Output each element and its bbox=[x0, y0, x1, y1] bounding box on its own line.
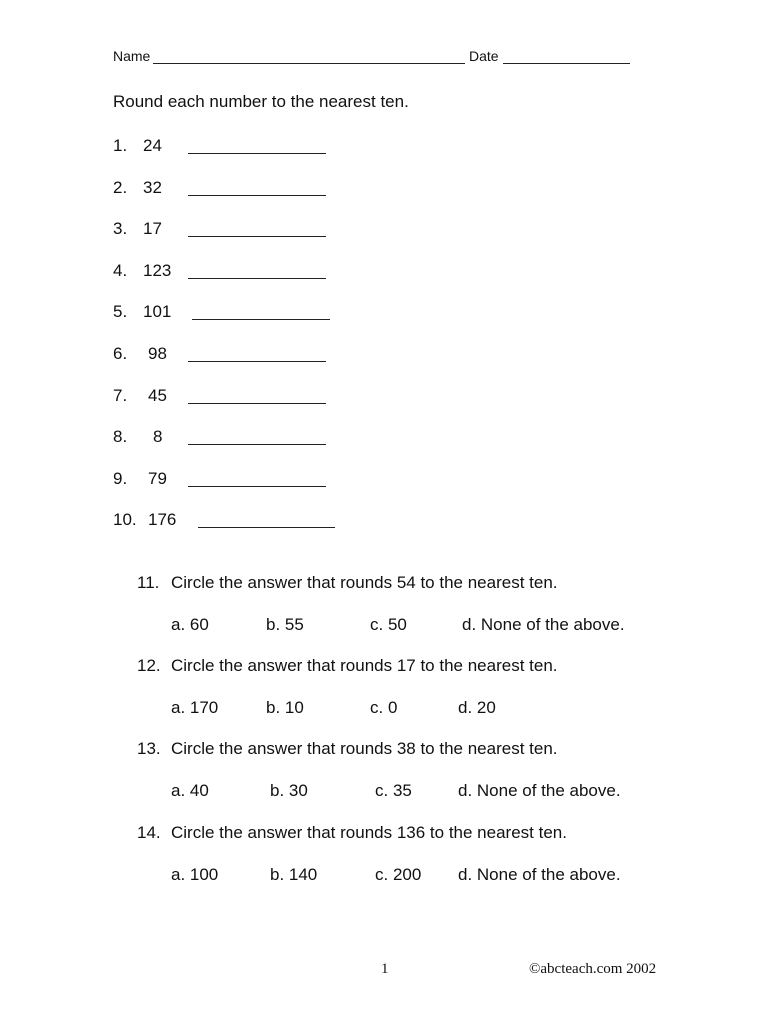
answer-option-b[interactable]: b. 10 bbox=[266, 698, 304, 717]
answer-blank[interactable] bbox=[188, 403, 326, 404]
item-number: 6. bbox=[113, 344, 128, 363]
item-number: 5. bbox=[113, 302, 128, 321]
answer-blank[interactable] bbox=[198, 527, 335, 528]
answer-option-d[interactable]: d. None of the above. bbox=[458, 865, 621, 884]
answer-blank[interactable] bbox=[188, 486, 326, 487]
answer-option-a[interactable]: a. 100 bbox=[171, 865, 219, 884]
date-field[interactable] bbox=[503, 63, 630, 64]
item-value: 176 bbox=[148, 510, 177, 529]
question-number: 12. bbox=[137, 656, 161, 675]
item-value: 123 bbox=[143, 261, 172, 280]
answer-option-a[interactable]: a. 170 bbox=[171, 698, 219, 717]
question-prompt: Circle the answer that rounds 54 to the nearest ten. bbox=[171, 573, 558, 592]
item-number: 2. bbox=[113, 178, 128, 197]
answer-blank[interactable] bbox=[192, 319, 330, 320]
answer-option-d[interactable]: d. 20 bbox=[458, 698, 496, 717]
item-number: 3. bbox=[113, 219, 128, 238]
answer-option-a[interactable]: a. 40 bbox=[171, 781, 209, 800]
item-number: 7. bbox=[113, 386, 128, 405]
item-number: 9. bbox=[113, 469, 128, 488]
answer-option-c[interactable]: c. 50 bbox=[370, 615, 407, 634]
item-value: 45 bbox=[148, 386, 167, 405]
answer-option-d[interactable]: d. None of the above. bbox=[462, 615, 625, 634]
name-label: Name bbox=[113, 48, 151, 64]
page-number: 1 bbox=[381, 961, 389, 977]
answer-option-c[interactable]: c. 35 bbox=[375, 781, 412, 800]
item-number: 8. bbox=[113, 427, 128, 446]
question-number: 11. bbox=[137, 573, 160, 592]
date-label: Date bbox=[469, 48, 499, 64]
answer-blank[interactable] bbox=[188, 444, 326, 445]
copyright-notice: ©abcteach.com 2002 bbox=[529, 961, 657, 977]
answer-option-b[interactable]: b. 30 bbox=[270, 781, 308, 800]
item-value: 8 bbox=[153, 427, 163, 446]
item-value: 79 bbox=[148, 469, 167, 488]
item-number: 1. bbox=[113, 136, 128, 155]
name-field[interactable] bbox=[153, 63, 465, 64]
instructions-heading: Round each number to the nearest ten. bbox=[113, 92, 409, 111]
answer-option-b[interactable]: b. 140 bbox=[270, 865, 318, 884]
item-value: 101 bbox=[143, 302, 172, 321]
item-value: 24 bbox=[143, 136, 162, 155]
item-value: 32 bbox=[143, 178, 162, 197]
answer-option-c[interactable]: c. 0 bbox=[370, 698, 398, 717]
question-prompt: Circle the answer that rounds 38 to the nearest ten. bbox=[171, 739, 558, 758]
answer-blank[interactable] bbox=[188, 195, 326, 196]
item-value: 98 bbox=[148, 344, 167, 363]
answer-option-b[interactable]: b. 55 bbox=[266, 615, 304, 634]
question-prompt: Circle the answer that rounds 17 to the nearest ten. bbox=[171, 656, 558, 675]
answer-blank[interactable] bbox=[188, 236, 326, 237]
answer-option-d[interactable]: d. None of the above. bbox=[458, 781, 621, 800]
answer-blank[interactable] bbox=[188, 153, 326, 154]
item-value: 17 bbox=[143, 219, 162, 238]
answer-option-c[interactable]: c. 200 bbox=[375, 865, 422, 884]
answer-option-a[interactable]: a. 60 bbox=[171, 615, 209, 634]
answer-blank[interactable] bbox=[188, 278, 326, 279]
item-number: 4. bbox=[113, 261, 128, 280]
question-number: 14. bbox=[137, 823, 161, 842]
answer-blank[interactable] bbox=[188, 361, 326, 362]
question-prompt: Circle the answer that rounds 136 to the nearest ten. bbox=[171, 823, 567, 842]
question-number: 13. bbox=[137, 739, 161, 758]
item-number: 10. bbox=[113, 510, 137, 529]
